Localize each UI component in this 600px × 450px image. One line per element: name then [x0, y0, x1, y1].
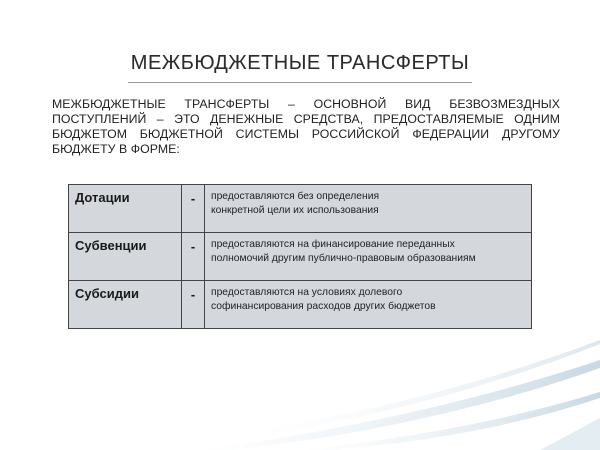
definition-cell	[205, 281, 532, 329]
table-row	[69, 281, 532, 329]
dash-cell: -	[182, 233, 205, 281]
intro-text: МЕЖБЮДЖЕТНЫЕ ТРАНСФЕРТЫ – ОСНОВНОЙ ВИД БЕЗВОЗМЕЗДНЫХ ПОСТУПЛЕНИЙ – ЭТО ДЕНЕЖНЫЕ СРЕДСТВА, ПРЕДОСТАВЛЯЕМЫЕ ОДНИМ БЮДЖЕТОМ БЮДЖЕТНОЙ СИСТЕМЫ РОССИЙСКОЙ ФЕДЕРАЦИИ ДРУГОМУ БЮДЖЕТУ В ФОРМЕ:	[52, 97, 560, 156]
table-row	[69, 185, 532, 233]
term-cell: Субвенции	[69, 233, 182, 281]
dash-cell: -	[182, 185, 205, 233]
definition-line: предоставляются на условиях долевого	[211, 287, 403, 298]
table-row	[69, 233, 532, 281]
definition-line: конкретной цели их использования	[211, 204, 379, 216]
definition-line: предоставляются на финансирование переданных	[211, 239, 455, 250]
definition-line: софинансирования расходов других бюджетов	[211, 300, 436, 312]
title-underline	[128, 82, 472, 83]
transfers-table	[68, 184, 532, 329]
slide-title: МЕЖБЮДЖЕТНЫЕ ТРАНСФЕРТЫ	[130, 52, 470, 74]
definition-cell	[205, 233, 532, 281]
dash-cell: -	[182, 281, 205, 329]
term-cell: Дотации	[69, 185, 182, 233]
definition-line: полномочий другим публично-правовым образованиям	[211, 252, 476, 264]
definition-cell	[205, 185, 532, 233]
definition-line: предоставляются без определения	[211, 191, 380, 202]
term-cell: Субсидии	[69, 281, 182, 329]
